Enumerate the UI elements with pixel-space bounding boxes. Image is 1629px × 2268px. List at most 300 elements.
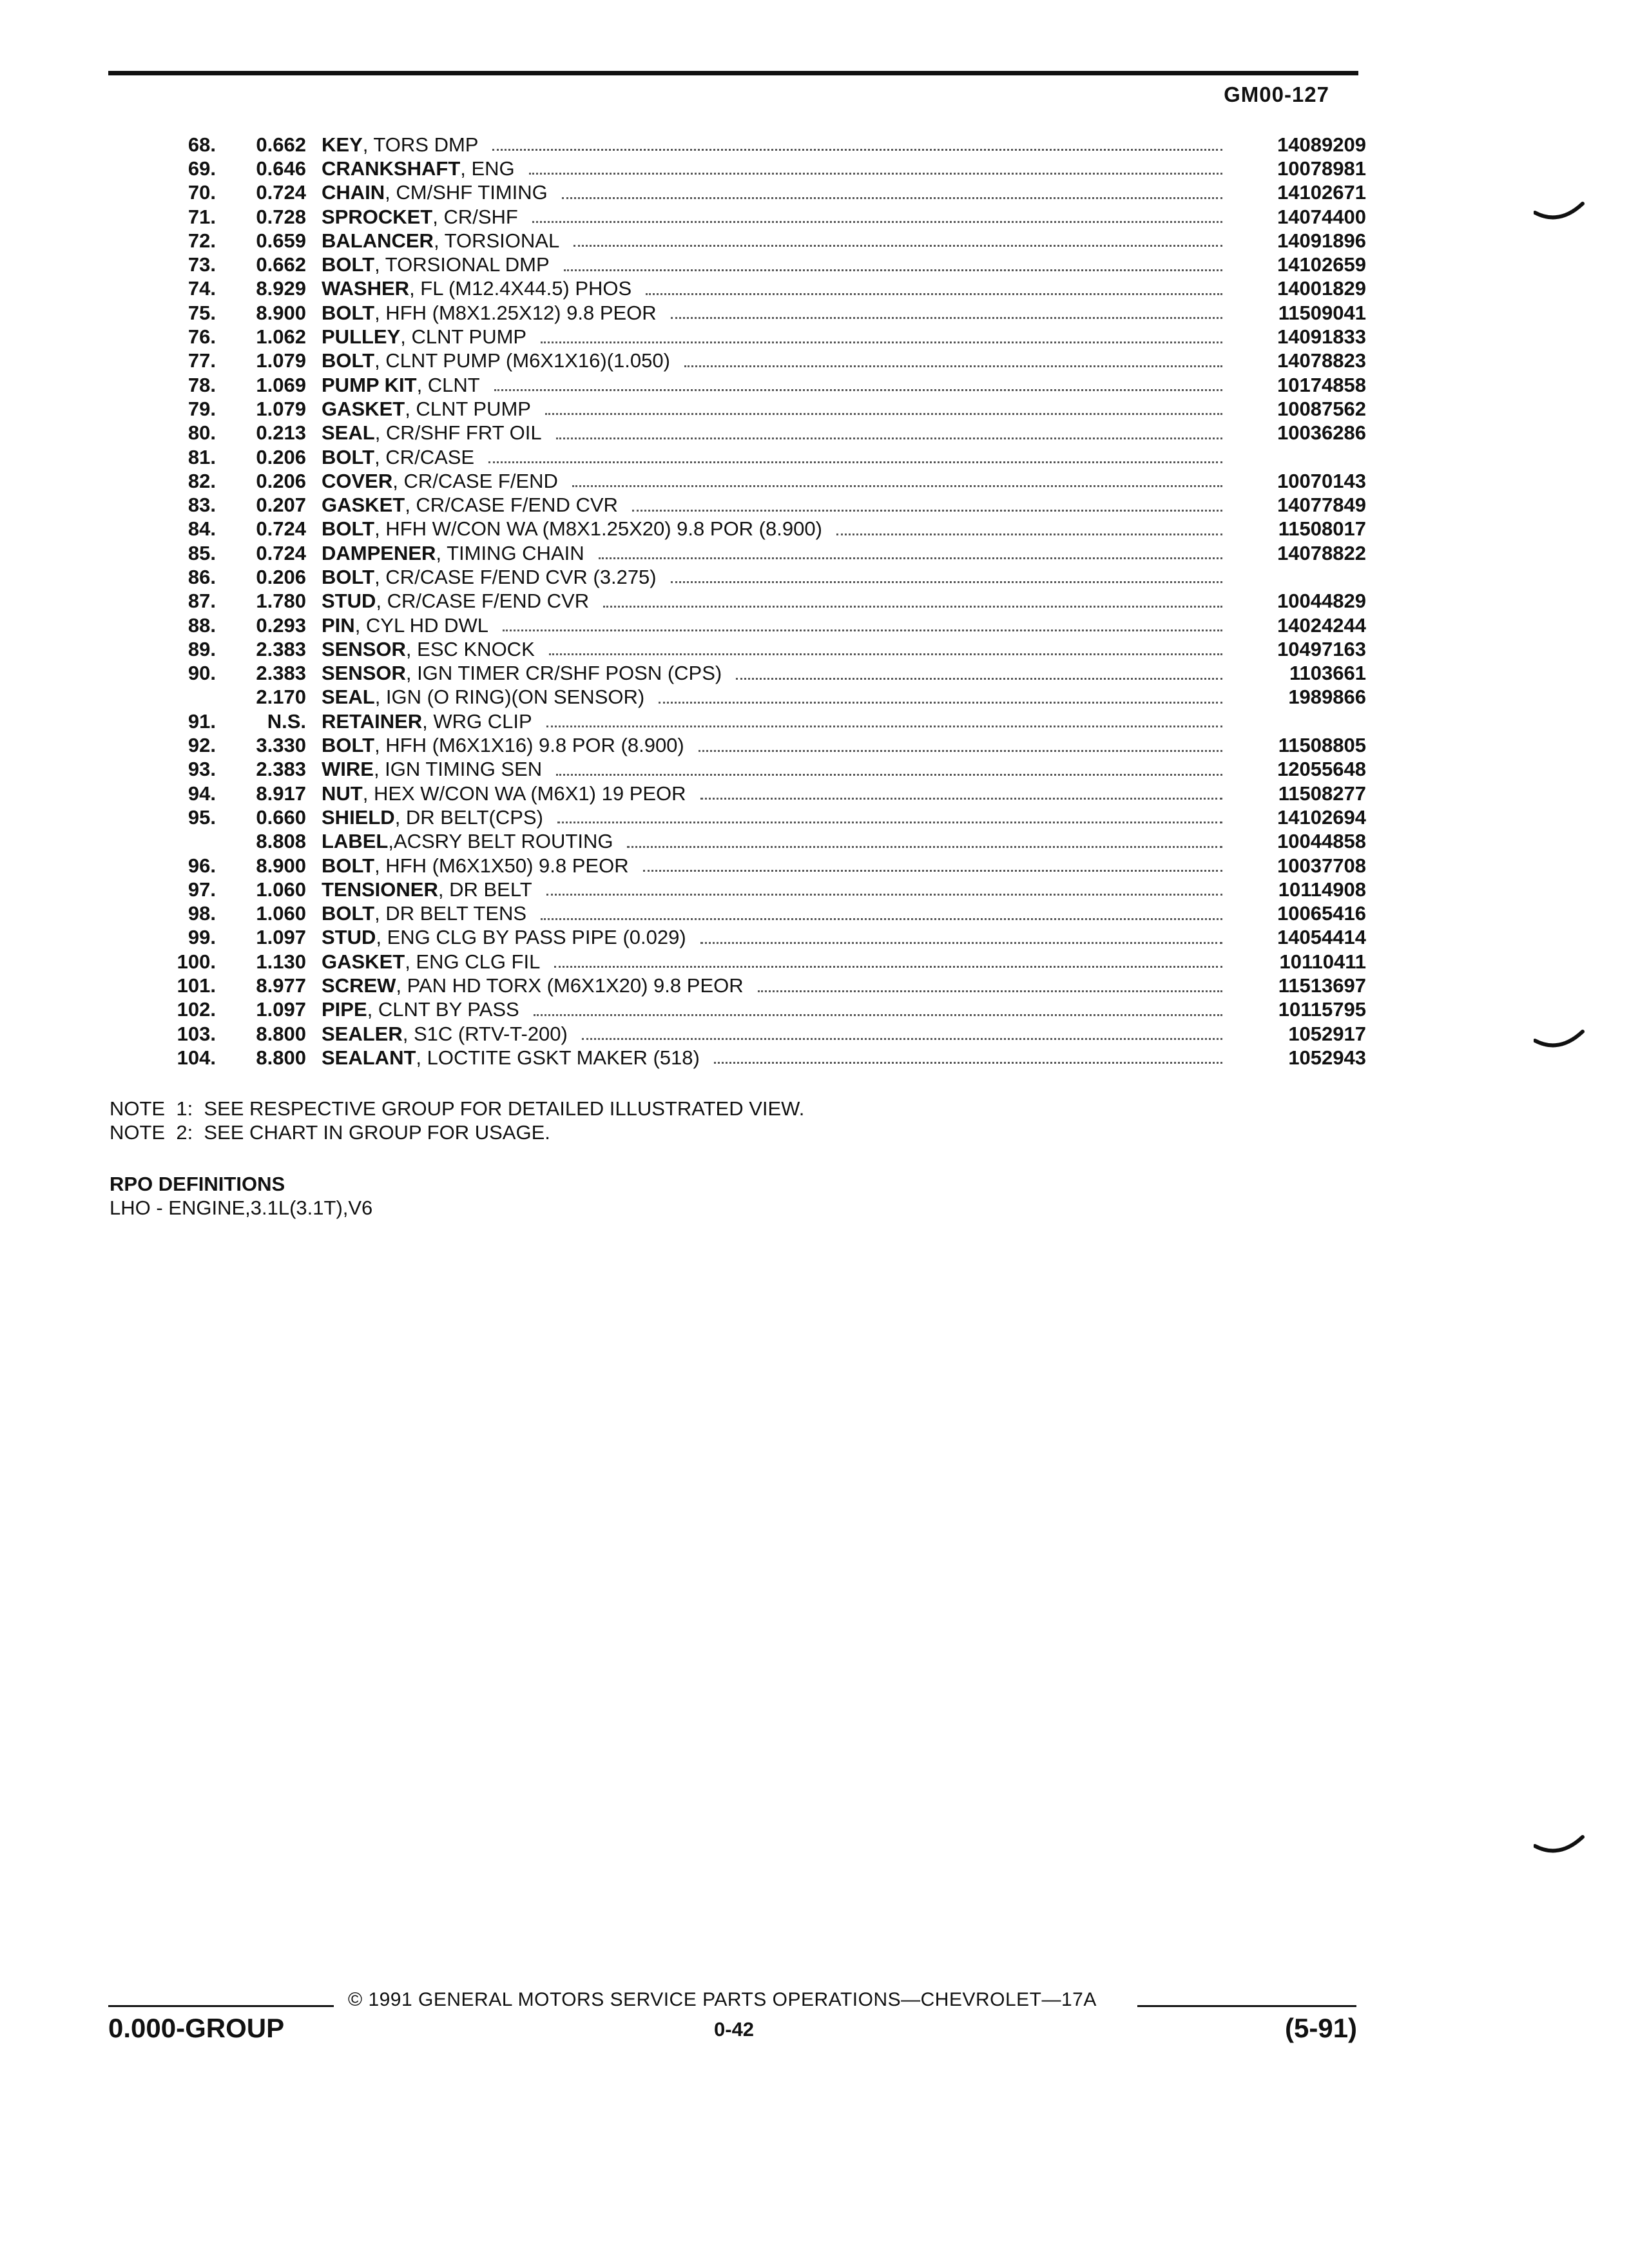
part-number: 11509041 xyxy=(1278,301,1366,324)
part-row xyxy=(145,373,1366,397)
part-modifier: , CR/CASE F/END xyxy=(392,469,558,492)
part-modifier: , ESC KNOCK xyxy=(405,637,535,660)
group-number: 3.330 xyxy=(256,734,306,757)
group-number: 1.062 xyxy=(256,325,306,349)
item-number: 84. xyxy=(188,517,216,541)
part-modifier: , HEX W/CON WA (M6X1) 19 PEOR xyxy=(362,782,686,805)
group-number: 0.728 xyxy=(256,205,306,228)
part-number: 11508805 xyxy=(1278,734,1366,757)
dot-leader xyxy=(492,149,1222,151)
group-number: 8.900 xyxy=(256,854,306,877)
part-row xyxy=(145,709,1366,733)
group-number: 2.383 xyxy=(256,662,306,685)
part-row xyxy=(145,133,1366,157)
group-number: 1.060 xyxy=(256,902,306,925)
part-row xyxy=(145,421,1366,445)
part-number: 10078981 xyxy=(1277,157,1366,180)
item-number: 95. xyxy=(188,805,216,829)
catalog-code: GM00-127 xyxy=(1224,82,1329,106)
item-number: 74. xyxy=(188,277,216,300)
dot-leader xyxy=(554,966,1222,968)
part-number: 11513697 xyxy=(1278,974,1366,997)
part-number: 14102659 xyxy=(1277,253,1366,276)
part-modifier: , DR BELT(CPS) xyxy=(394,805,543,829)
part-noun: BOLT xyxy=(322,734,375,757)
part-noun: WASHER xyxy=(322,277,410,300)
dot-leader xyxy=(603,606,1222,608)
part-number: 10065416 xyxy=(1277,902,1366,925)
dot-leader xyxy=(836,533,1222,535)
part-noun: STUD xyxy=(322,590,376,613)
part-number: 11508017 xyxy=(1278,517,1366,541)
part-row xyxy=(145,590,1366,613)
group-number: 2.383 xyxy=(256,758,306,781)
part-noun: GASKET xyxy=(322,950,405,973)
part-number: 14102694 xyxy=(1277,805,1366,829)
item-number: 88. xyxy=(188,613,216,637)
dot-leader xyxy=(556,437,1222,439)
dot-leader xyxy=(714,1062,1222,1064)
dot-leader xyxy=(627,846,1222,848)
part-noun: BOLT xyxy=(322,349,375,372)
part-row xyxy=(145,517,1366,541)
part-modifier: , IGN TIMING SEN xyxy=(373,758,543,781)
part-description xyxy=(322,181,1234,204)
part-description xyxy=(322,638,1234,661)
item-number: 92. xyxy=(188,734,216,757)
part-description xyxy=(322,686,1234,709)
part-description xyxy=(322,229,1234,253)
dot-leader xyxy=(736,678,1222,680)
dot-leader xyxy=(494,389,1222,391)
part-row xyxy=(145,205,1366,229)
part-description xyxy=(322,710,1234,733)
group-number: 0.206 xyxy=(256,469,306,492)
group-number: 0.724 xyxy=(256,517,306,541)
group-number: 0.646 xyxy=(256,157,306,180)
group-number: 0.662 xyxy=(256,253,306,276)
part-modifier: , PAN HD TORX (M6X1X20) 9.8 PEOR xyxy=(396,974,744,997)
part-description xyxy=(322,446,1234,469)
dot-leader xyxy=(671,317,1222,319)
group-number: 0.293 xyxy=(256,613,306,637)
part-number: 10044829 xyxy=(1277,590,1366,613)
part-description xyxy=(322,253,1234,276)
group-number: 8.800 xyxy=(256,1022,306,1045)
part-description xyxy=(322,157,1234,180)
margin-tick-mark xyxy=(1534,1833,1585,1856)
part-description xyxy=(322,325,1234,349)
part-noun: STUD xyxy=(322,926,376,949)
part-row xyxy=(145,541,1366,565)
part-modifier: , CR/CASE F/END CVR xyxy=(405,494,618,517)
dot-leader xyxy=(700,798,1222,800)
part-row xyxy=(145,878,1366,901)
item-number: 69. xyxy=(188,157,216,180)
part-noun: KEY xyxy=(322,133,363,156)
part-row xyxy=(145,493,1366,517)
dot-leader xyxy=(532,221,1222,223)
item-number: 70. xyxy=(188,181,216,204)
group-number: 1.060 xyxy=(256,878,306,901)
footer-rule-left xyxy=(108,2005,334,2007)
part-description xyxy=(322,542,1234,565)
part-noun: DAMPENER xyxy=(322,541,436,564)
part-noun: PIPE xyxy=(322,998,367,1021)
dot-leader xyxy=(556,774,1222,776)
item-number: 103. xyxy=(177,1022,216,1045)
group-number: 8.917 xyxy=(256,782,306,805)
part-description xyxy=(322,470,1234,493)
item-number: 97. xyxy=(188,878,216,901)
part-number: 14001829 xyxy=(1277,277,1366,300)
part-description xyxy=(322,614,1234,637)
part-noun: SEALER xyxy=(322,1022,403,1045)
part-number: 14091896 xyxy=(1277,229,1366,252)
part-description xyxy=(322,878,1234,901)
part-row xyxy=(145,157,1366,180)
part-description xyxy=(322,517,1234,541)
part-description xyxy=(322,494,1234,517)
part-number: 10497163 xyxy=(1277,637,1366,660)
part-modifier: , CLNT PUMP xyxy=(400,325,527,349)
dot-leader xyxy=(572,485,1222,487)
item-number: 83. xyxy=(188,494,216,517)
part-noun: BOLT xyxy=(322,517,375,541)
dot-leader xyxy=(529,173,1222,175)
part-number: 14054414 xyxy=(1277,926,1366,949)
group-number: 1.130 xyxy=(256,950,306,973)
part-modifier: , CLNT PUMP (M6X1X16)(1.050) xyxy=(374,349,670,372)
part-row xyxy=(145,253,1366,276)
part-modifier: ,ACSRY BELT ROUTING xyxy=(388,830,613,853)
part-modifier: , ENG xyxy=(460,157,515,180)
part-description xyxy=(322,806,1234,829)
group-number: 1.069 xyxy=(256,373,306,396)
item-number: 73. xyxy=(188,253,216,276)
part-row xyxy=(145,445,1366,469)
part-modifier: , IGN TIMER CR/SHF POSN (CPS) xyxy=(405,662,722,685)
item-number: 87. xyxy=(188,590,216,613)
item-number: 82. xyxy=(188,469,216,492)
part-noun: CRANKSHAFT xyxy=(322,157,461,180)
part-modifier: , CR/CASE F/END CVR xyxy=(376,590,590,613)
group-number: 1.079 xyxy=(256,397,306,420)
part-noun: NUT xyxy=(322,782,363,805)
part-noun: BOLT xyxy=(322,565,375,588)
top-rule xyxy=(108,71,1358,75)
margin-tick-mark xyxy=(1534,200,1585,223)
part-modifier: , HFH W/CON WA (M8X1.25X20) 9.8 POR (8.900) xyxy=(374,517,822,541)
group-number: 8.808 xyxy=(256,830,306,853)
dot-leader xyxy=(541,918,1222,920)
part-description xyxy=(322,1023,1234,1046)
part-modifier: , ENG CLG FIL xyxy=(405,950,541,973)
part-number: 10115795 xyxy=(1278,998,1366,1021)
rpo-definition: LHO - ENGINE,3.1L(3.1T),V6 xyxy=(110,1196,373,1219)
dot-leader xyxy=(488,461,1222,463)
part-noun: SENSOR xyxy=(322,637,406,660)
dot-leader xyxy=(574,245,1222,247)
part-description xyxy=(322,421,1234,445)
group-number: 0.659 xyxy=(256,229,306,252)
part-noun: SCREW xyxy=(322,974,396,997)
revision-date: (5-91) xyxy=(1285,2013,1358,2043)
group-number: 2.383 xyxy=(256,637,306,660)
part-modifier: , CLNT PUMP xyxy=(405,397,531,420)
part-description xyxy=(322,854,1234,878)
group-number: 0.660 xyxy=(256,805,306,829)
part-number: 1103661 xyxy=(1289,662,1366,685)
item-number: 72. xyxy=(188,229,216,252)
part-noun: PUMP KIT xyxy=(322,373,417,396)
part-description xyxy=(322,398,1234,421)
part-row xyxy=(145,830,1366,854)
part-row xyxy=(145,662,1366,686)
part-number: 10070143 xyxy=(1277,469,1366,492)
part-noun: COVER xyxy=(322,469,393,492)
item-number: 99. xyxy=(188,926,216,949)
dot-leader xyxy=(671,581,1222,583)
part-modifier: , WRG CLIP xyxy=(422,709,532,733)
part-row xyxy=(145,469,1366,493)
item-number: 98. xyxy=(188,902,216,925)
part-number: 1052917 xyxy=(1288,1022,1366,1045)
group-number: 1.097 xyxy=(256,926,306,949)
group-number: 0.724 xyxy=(256,181,306,204)
part-row xyxy=(145,805,1366,829)
part-number: 1989866 xyxy=(1288,686,1366,709)
rpo-heading: RPO DEFINITIONS xyxy=(110,1173,285,1195)
part-description xyxy=(322,782,1234,805)
part-modifier: , HFH (M8X1.25X12) 9.8 PEOR xyxy=(374,301,657,324)
part-row xyxy=(145,902,1366,926)
part-description xyxy=(322,998,1234,1021)
dot-leader xyxy=(564,269,1222,271)
part-number: 1052943 xyxy=(1288,1046,1366,1069)
item-number: 85. xyxy=(188,541,216,564)
part-noun: SEAL xyxy=(322,421,375,445)
part-noun: SENSOR xyxy=(322,662,406,685)
group-number: 8.900 xyxy=(256,301,306,324)
group-number: 0.213 xyxy=(256,421,306,445)
part-row xyxy=(145,637,1366,661)
part-row xyxy=(145,565,1366,589)
item-number: 81. xyxy=(188,445,216,468)
item-number: 90. xyxy=(188,662,216,685)
part-row xyxy=(145,974,1366,997)
part-noun: BALANCER xyxy=(322,229,434,252)
part-noun: WIRE xyxy=(322,758,374,781)
part-modifier: , CYL HD DWL xyxy=(354,613,488,637)
page-number: 0-42 xyxy=(714,2018,755,2041)
item-number: 71. xyxy=(188,205,216,228)
dot-leader xyxy=(684,365,1222,367)
part-modifier: , CR/SHF FRT OIL xyxy=(374,421,542,445)
item-number: 75. xyxy=(188,301,216,324)
notes xyxy=(110,1097,804,1144)
part-row xyxy=(145,229,1366,253)
group-number: 1.097 xyxy=(256,998,306,1021)
parts-list xyxy=(145,133,1366,1070)
part-number: 14024244 xyxy=(1277,613,1366,637)
part-noun: BOLT xyxy=(322,445,375,468)
part-noun: SPROCKET xyxy=(322,205,433,228)
part-modifier: , TORSIONAL DMP xyxy=(374,253,550,276)
group-number: 8.929 xyxy=(256,277,306,300)
dot-leader xyxy=(699,750,1222,752)
part-description xyxy=(322,902,1234,925)
item-number: 79. xyxy=(188,397,216,420)
part-modifier: , DR BELT TENS xyxy=(374,902,527,925)
part-modifier: , IGN (O RING)(ON SENSOR) xyxy=(374,686,645,709)
part-noun: BOLT xyxy=(322,854,375,877)
item-number: 104. xyxy=(177,1046,216,1069)
part-noun: BOLT xyxy=(322,301,375,324)
part-description xyxy=(322,133,1234,157)
item-number: 68. xyxy=(188,133,216,156)
part-row xyxy=(145,998,1366,1022)
item-number: 76. xyxy=(188,325,216,349)
part-number: 14077849 xyxy=(1277,494,1366,517)
part-description xyxy=(322,734,1234,757)
part-number: 14074400 xyxy=(1277,205,1366,228)
dot-leader xyxy=(659,702,1222,704)
part-modifier: , TIMING CHAIN xyxy=(436,541,584,564)
group-label: 0.000-GROUP xyxy=(108,2013,285,2043)
part-description xyxy=(322,206,1234,229)
group-number: 2.170 xyxy=(256,686,306,709)
part-noun: PIN xyxy=(322,613,355,637)
part-row xyxy=(145,277,1366,301)
part-row xyxy=(145,782,1366,805)
part-description xyxy=(322,950,1234,974)
part-modifier: , CLNT xyxy=(416,373,480,396)
part-number: 14091833 xyxy=(1277,325,1366,349)
dot-leader xyxy=(534,1014,1222,1016)
part-modifier: , CLNT BY PASS xyxy=(367,998,519,1021)
dot-leader xyxy=(562,197,1222,199)
part-number: 10036286 xyxy=(1277,421,1366,445)
part-row xyxy=(145,301,1366,325)
part-modifier: , TORS DMP xyxy=(362,133,479,156)
part-noun: SEALANT xyxy=(322,1046,416,1069)
part-description xyxy=(322,974,1234,997)
part-modifier: , CR/SHF xyxy=(432,205,518,228)
margin-tick-mark xyxy=(1534,1028,1585,1051)
part-description xyxy=(322,349,1234,372)
dot-leader xyxy=(632,510,1222,512)
part-number: 10087562 xyxy=(1277,397,1366,420)
part-modifier: , FL (M12.4X44.5) PHOS xyxy=(409,277,632,300)
dot-leader xyxy=(546,726,1222,727)
part-description xyxy=(322,1046,1234,1070)
group-number: 1.780 xyxy=(256,590,306,613)
part-row xyxy=(145,325,1366,349)
part-description xyxy=(322,590,1234,613)
item-number: 91. xyxy=(188,709,216,733)
part-noun: TENSIONER xyxy=(322,878,438,901)
part-number: 12055648 xyxy=(1277,758,1366,781)
part-number: 10174858 xyxy=(1277,373,1366,396)
copyright-text: © 1991 GENERAL MOTORS SERVICE PARTS OPERATIONS—CHEVROLET—17A xyxy=(348,1989,1097,2010)
part-noun: GASKET xyxy=(322,397,405,420)
part-row xyxy=(145,181,1366,205)
part-row xyxy=(145,349,1366,373)
item-number: 93. xyxy=(188,758,216,781)
part-description xyxy=(322,662,1234,685)
dot-leader xyxy=(549,653,1222,655)
group-number: 8.800 xyxy=(256,1046,306,1069)
dot-leader xyxy=(646,293,1222,295)
part-row xyxy=(145,733,1366,757)
part-description xyxy=(322,566,1234,589)
group-number: 0.662 xyxy=(256,133,306,156)
part-description xyxy=(322,302,1234,325)
item-number: 80. xyxy=(188,421,216,445)
part-number: 14078823 xyxy=(1277,349,1366,372)
dot-leader xyxy=(599,557,1222,559)
part-description xyxy=(322,374,1234,397)
part-number: 14089209 xyxy=(1277,133,1366,156)
part-row xyxy=(145,686,1366,709)
part-modifier: , ENG CLG BY PASS PIPE (0.029) xyxy=(376,926,686,949)
part-description xyxy=(322,830,1234,853)
part-noun: BOLT xyxy=(322,253,375,276)
group-number: N.S. xyxy=(267,709,306,733)
part-description xyxy=(322,758,1234,781)
group-number: 0.206 xyxy=(256,565,306,588)
dot-leader xyxy=(700,942,1222,944)
part-row xyxy=(145,613,1366,637)
part-row xyxy=(145,1022,1366,1046)
part-modifier: , HFH (M6X1X50) 9.8 PEOR xyxy=(374,854,629,877)
item-number: 94. xyxy=(188,782,216,805)
part-noun: PULLEY xyxy=(322,325,401,349)
part-noun: BOLT xyxy=(322,902,375,925)
item-number: 77. xyxy=(188,349,216,372)
part-description xyxy=(322,926,1234,949)
group-number: 0.207 xyxy=(256,494,306,517)
part-noun: SHIELD xyxy=(322,805,395,829)
part-modifier: , CM/SHF TIMING xyxy=(385,181,548,204)
part-row xyxy=(145,854,1366,878)
note-1: NOTE 1: SEE RESPECTIVE GROUP FOR DETAILED ILLUSTRATED VIEW. xyxy=(110,1097,805,1120)
item-number: 78. xyxy=(188,373,216,396)
item-number: 100. xyxy=(177,950,216,973)
part-modifier: , HFH (M6X1X16) 9.8 POR (8.900) xyxy=(374,734,684,757)
part-row xyxy=(145,926,1366,950)
part-row xyxy=(145,950,1366,974)
part-row xyxy=(145,758,1366,782)
dot-leader xyxy=(503,629,1222,631)
note-2: NOTE 2: SEE CHART IN GROUP FOR USAGE. xyxy=(110,1121,550,1144)
item-number: 86. xyxy=(188,565,216,588)
part-row xyxy=(145,1046,1366,1070)
item-number: 96. xyxy=(188,854,216,877)
dot-leader xyxy=(541,341,1222,343)
part-number: 10037708 xyxy=(1277,854,1366,877)
dot-leader xyxy=(557,822,1222,823)
part-noun: SEAL xyxy=(322,686,375,709)
part-modifier: , TORSIONAL xyxy=(433,229,560,252)
part-noun: GASKET xyxy=(322,494,405,517)
part-number: 14078822 xyxy=(1277,541,1366,564)
part-modifier: , S1C (RTV-T-200) xyxy=(402,1022,568,1045)
part-modifier: , DR BELT xyxy=(438,878,532,901)
group-number: 0.724 xyxy=(256,541,306,564)
part-modifier: , CR/CASE F/END CVR (3.275) xyxy=(374,565,657,588)
